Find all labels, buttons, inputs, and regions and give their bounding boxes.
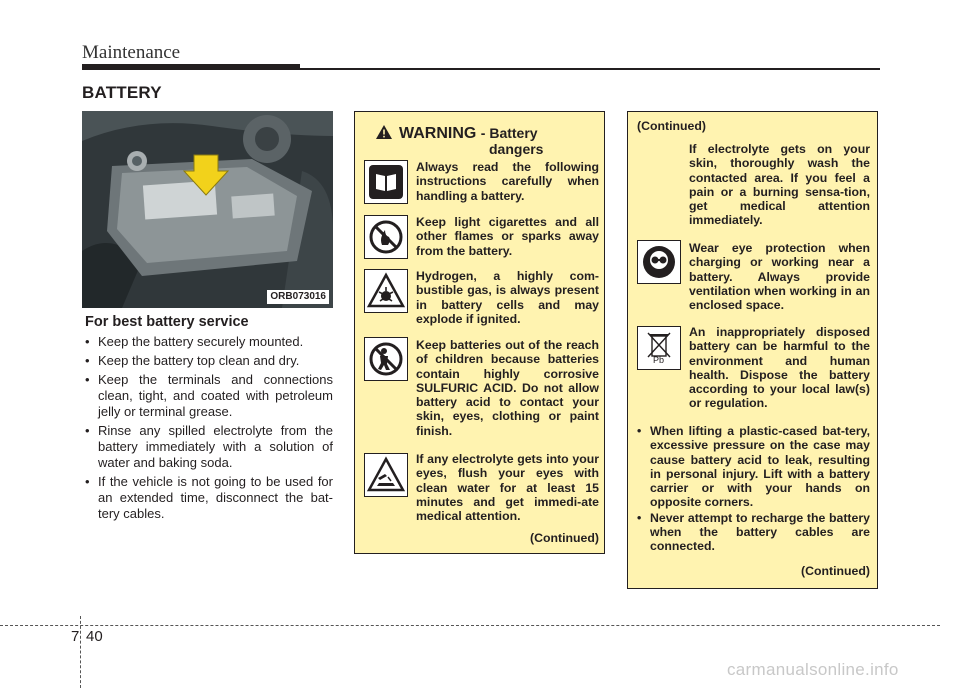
watermark: carmanualsonline.info — [727, 660, 899, 679]
continued-note: (Continued) — [530, 531, 599, 545]
list-item: • Keep the battery top clean and dry. — [85, 353, 333, 369]
caution-list — [637, 424, 870, 555]
section-title: BATTERY — [82, 83, 162, 102]
warning-heading — [375, 124, 538, 142]
warning-text: Keep light cigarettes and all other flames or sparks away from the battery. — [416, 215, 599, 258]
list-item: • Rinse any spilled electrolyte from the battery immediately with a solution of water and baking soda. — [85, 423, 333, 471]
warning-text: Keep batteries out of the reach of children because batteries contain highly corrosive SULFURIC ACID. Do not allow battery acid to contact your skin, eyes, clothing or paint finish. — [416, 338, 599, 438]
list-item: • If the vehicle is not going to be used for an extended time, disconnect the bat-tery cables. — [85, 474, 333, 522]
warning-subtitle: - Battery — [480, 125, 538, 141]
continued-box — [627, 111, 878, 589]
figure-caption: ORB073016 — [267, 290, 329, 304]
warning-text: If any electrolyte gets into your eyes, flush your eyes with clean water for at least 15 minutes and get immedi-ate medical attention. — [416, 452, 599, 524]
warning-text: Always read the following instructions carefully when handling a battery. — [416, 160, 599, 203]
warning-label: WARNING — [399, 125, 477, 142]
recycle-disposal-icon — [637, 326, 681, 370]
warning-subtitle-line2: dangers — [489, 141, 544, 157]
read-manual-icon — [364, 160, 408, 204]
list-item: • When lifting a plastic-cased bat-tery, excessive pressure on the case may cause battery acid to leak, resulting in personal injury. Lift with a battery carrier or with your hands on opposite corners. — [637, 424, 870, 510]
chapter-number: 7 — [71, 628, 80, 645]
header-rule — [82, 64, 300, 70]
footer-divider-vertical — [80, 616, 81, 688]
warning-text: Hydrogen, a highly com-bustible gas, is always present in battery cells and may explode if ignited. — [416, 269, 599, 326]
service-title: For best battery service — [85, 314, 249, 330]
warning-box — [354, 111, 605, 554]
service-list — [85, 334, 333, 525]
disposal-text: An inappropriately disposed battery can be harmful to the environment and human health. Dispose the battery according to your local law(s) or regulation. — [689, 325, 870, 411]
battery-illustration — [82, 111, 333, 308]
acid-hazard-icon — [364, 453, 408, 497]
continued-heading: (Continued) — [637, 119, 706, 133]
footer-divider — [0, 625, 940, 626]
keep-children-away-icon — [364, 337, 408, 381]
pb-label: Pb — [653, 355, 665, 365]
skin-contact-text: If electrolyte gets on your skin, thoroughly wash the contacted area. If you feel a pain or a burning sensa-tion, get medical attention immediately. — [689, 142, 870, 228]
explosive-gas-icon — [364, 269, 408, 313]
header-rule-thin — [300, 68, 880, 70]
eye-protection-text: Wear eye protection when charging or working near a battery. Always provide ventilation when working in an enclosed space. — [689, 241, 870, 313]
continued-note: (Continued) — [801, 564, 870, 578]
no-flame-icon — [364, 215, 408, 259]
eye-protection-icon — [637, 240, 681, 284]
section-header: Maintenance — [82, 42, 181, 63]
list-item: • Keep the battery securely mounted. — [85, 334, 333, 350]
list-item: • Keep the terminals and connections clean, tight, and coated with petroleum jelly or terminal grease. — [85, 372, 333, 420]
list-item: • Never attempt to recharge the battery when the battery cables are connected. — [637, 511, 870, 554]
warning-triangle-icon — [375, 124, 393, 140]
battery-photo — [82, 111, 333, 308]
page-number: 40 — [86, 628, 103, 645]
